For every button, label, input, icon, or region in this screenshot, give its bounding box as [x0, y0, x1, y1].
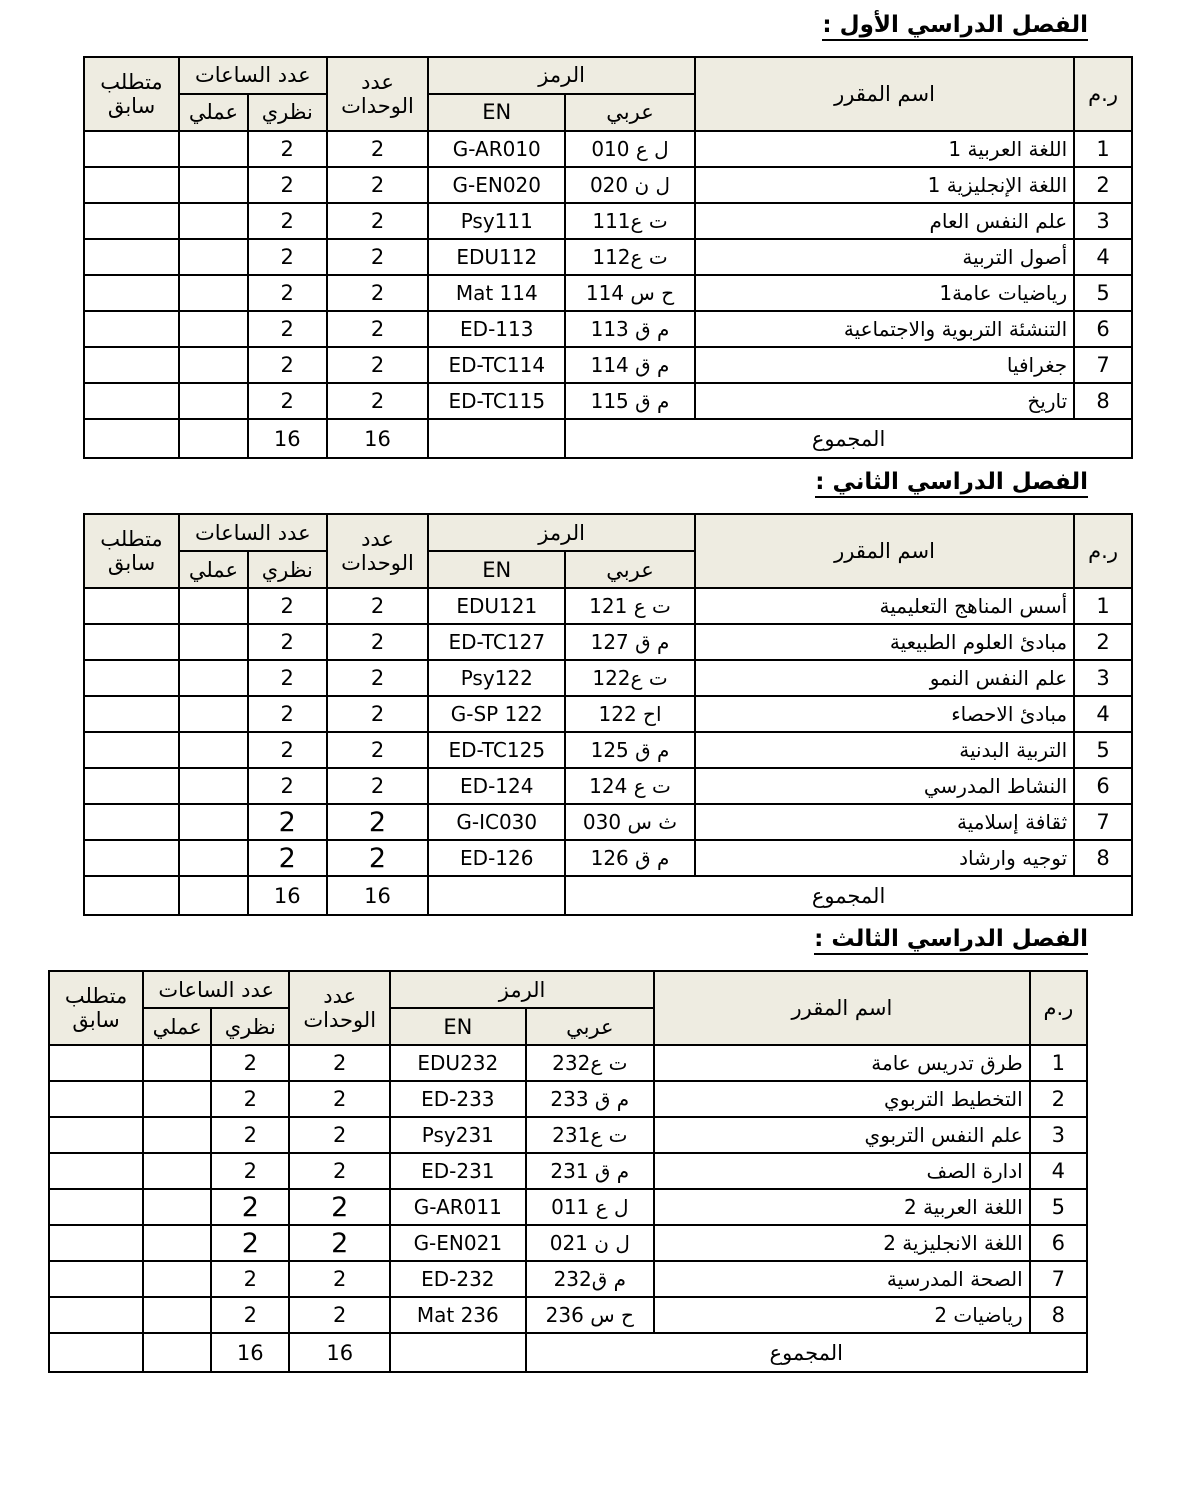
- course-number: 2: [1030, 1081, 1087, 1117]
- course-practical-hours: [179, 203, 248, 239]
- course-prereq: [49, 1189, 143, 1225]
- course-prereq: [84, 696, 179, 732]
- course-name: علم النفس التربوي: [654, 1117, 1030, 1153]
- total-label: المجموع: [565, 419, 1132, 458]
- col-header-units: عدد الوحدات: [289, 971, 390, 1045]
- col-header-units: عدد الوحدات: [327, 57, 429, 131]
- course-units: 2: [289, 1117, 390, 1153]
- course-theory-hours: 2: [248, 624, 327, 660]
- course-practical-hours: [179, 768, 248, 804]
- course-number: 3: [1074, 203, 1132, 239]
- total-theory-hours-value: 16: [248, 876, 327, 915]
- course-practical-hours: [143, 1117, 211, 1153]
- section-title-text: الفصل الدراسي الأول :: [822, 12, 1088, 41]
- course-code-en: ED-113: [428, 311, 565, 347]
- col-header-code-arabic: عربي: [565, 551, 695, 588]
- course-code-arabic: ل ع 011: [526, 1189, 655, 1225]
- course-row: [84, 660, 1132, 696]
- course-row: [84, 311, 1132, 347]
- course-theory-hours: 2: [248, 768, 327, 804]
- table-header: [84, 514, 1132, 588]
- course-number: 7: [1030, 1261, 1087, 1297]
- course-row: [84, 131, 1132, 167]
- course-theory-hours: 2: [211, 1225, 289, 1261]
- course-theory-hours: 2: [211, 1261, 289, 1297]
- table-header: [49, 971, 1087, 1045]
- course-theory-hours: 2: [248, 311, 327, 347]
- course-practical-hours: [179, 696, 248, 732]
- course-code-en: G-AR011: [390, 1189, 525, 1225]
- course-number: 6: [1074, 768, 1132, 804]
- course-name: التربية البدنية: [695, 732, 1074, 768]
- course-practical-hours: [179, 239, 248, 275]
- course-code-arabic: م ق 113: [565, 311, 695, 347]
- course-row: [84, 347, 1132, 383]
- course-row: [84, 275, 1132, 311]
- course-units: 2: [327, 624, 429, 660]
- course-prereq: [49, 1225, 143, 1261]
- course-code-en: ED-231: [390, 1153, 525, 1189]
- course-units: 2: [327, 660, 429, 696]
- course-practical-hours: [179, 311, 248, 347]
- course-theory-hours: 2: [248, 660, 327, 696]
- course-code-en: ED-TC115: [428, 383, 565, 419]
- total-label: المجموع: [526, 1333, 1087, 1372]
- course-row: [84, 732, 1132, 768]
- col-header-prereq: متطلب سابق: [84, 57, 179, 131]
- course-code-en: ED-232: [390, 1261, 525, 1297]
- course-practical-hours: [179, 624, 248, 660]
- course-code-en: G-IC030: [428, 804, 565, 840]
- course-name: اللغة الانجليزية 2: [654, 1225, 1030, 1261]
- course-prereq: [49, 1261, 143, 1297]
- course-code-en: EDU232: [390, 1045, 525, 1081]
- total-practical-cell: [179, 419, 248, 458]
- semester-section: [0, 467, 1178, 916]
- section-title-text: الفصل الدراسي الثاني :: [815, 469, 1088, 498]
- course-units: 2: [327, 203, 429, 239]
- course-row: [49, 1297, 1087, 1333]
- course-number: 3: [1030, 1117, 1087, 1153]
- course-theory-hours: 2: [248, 696, 327, 732]
- courses-tbody: [84, 131, 1132, 419]
- course-practical-hours: [143, 1081, 211, 1117]
- col-header-prereq: متطلب سابق: [49, 971, 143, 1045]
- course-code-arabic: ل ع 010: [565, 131, 695, 167]
- course-units: 2: [327, 588, 429, 624]
- col-header-code-en: EN: [428, 551, 565, 588]
- table-footer: [49, 1333, 1087, 1372]
- col-header-code-en: EN: [428, 94, 565, 131]
- course-code-en: ED-TC125: [428, 732, 565, 768]
- course-code-arabic: م ق 126: [565, 840, 695, 876]
- col-header-hours: عدد الساعات: [179, 514, 327, 551]
- course-units: 2: [327, 804, 429, 840]
- course-name: ادارة الصف: [654, 1153, 1030, 1189]
- course-code-arabic: م ق 125: [565, 732, 695, 768]
- total-code-en-cell: [428, 876, 565, 915]
- courses-tbody: [49, 1045, 1087, 1333]
- course-practical-hours: [179, 383, 248, 419]
- course-code-en: ED-233: [390, 1081, 525, 1117]
- course-name: التنشئة التربوية والاجتماعية: [695, 311, 1074, 347]
- total-practical-cell: [143, 1333, 211, 1372]
- course-units: 2: [327, 768, 429, 804]
- total-prereq-cell: [49, 1333, 143, 1372]
- course-number: 4: [1030, 1153, 1087, 1189]
- course-prereq: [49, 1117, 143, 1153]
- col-header-code-arabic: عربي: [526, 1008, 655, 1045]
- total-row: [84, 876, 1132, 915]
- course-theory-hours: 2: [248, 588, 327, 624]
- course-theory-hours: 2: [248, 203, 327, 239]
- course-number: 4: [1074, 696, 1132, 732]
- course-name: التخطيط التربوي: [654, 1081, 1030, 1117]
- course-code-en: Psy231: [390, 1117, 525, 1153]
- course-number: 7: [1074, 804, 1132, 840]
- col-header-theory-hours: نظري: [248, 551, 327, 588]
- col-header-num: ر.م: [1074, 514, 1132, 588]
- courses-table: [48, 970, 1088, 1373]
- course-row: [84, 203, 1132, 239]
- col-header-course-name: اسم المقرر: [695, 57, 1074, 131]
- course-code-arabic: ت ع122: [565, 660, 695, 696]
- table-footer: [84, 419, 1132, 458]
- course-theory-hours: 2: [248, 347, 327, 383]
- course-row: [84, 804, 1132, 840]
- course-code-arabic: م ق 127: [565, 624, 695, 660]
- course-name: اللغة العربية 1: [695, 131, 1074, 167]
- course-row: [84, 383, 1132, 419]
- total-prereq-cell: [84, 419, 179, 458]
- course-code-arabic: ل ن 021: [526, 1225, 655, 1261]
- col-header-course-name: اسم المقرر: [695, 514, 1074, 588]
- course-prereq: [49, 1045, 143, 1081]
- course-code-arabic: ح س 114: [565, 275, 695, 311]
- col-header-units: عدد الوحدات: [327, 514, 429, 588]
- course-code-en: Psy111: [428, 203, 565, 239]
- course-row: [49, 1081, 1087, 1117]
- course-name: طرق تدريس عامة: [654, 1045, 1030, 1081]
- course-code-arabic: ت ع232: [526, 1045, 655, 1081]
- course-name: جغرافيا: [695, 347, 1074, 383]
- course-name: علم النفس العام: [695, 203, 1074, 239]
- course-practical-hours: [179, 131, 248, 167]
- col-header-hours: عدد الساعات: [143, 971, 289, 1008]
- total-prereq-cell: [84, 876, 179, 915]
- course-name: اللغة الإنجليزية 1: [695, 167, 1074, 203]
- course-name: رياضيات عامة1: [695, 275, 1074, 311]
- course-name: مبادئ الاحصاء: [695, 696, 1074, 732]
- course-number: 8: [1074, 840, 1132, 876]
- semester-sections: [0, 10, 1178, 1373]
- course-units: 2: [289, 1081, 390, 1117]
- col-header-num: ر.م: [1074, 57, 1132, 131]
- course-units: 2: [327, 840, 429, 876]
- course-code-arabic: ح س 236: [526, 1297, 655, 1333]
- course-name: ثقافة إسلامية: [695, 804, 1074, 840]
- courses-tbody: [84, 588, 1132, 876]
- col-header-num: ر.م: [1030, 971, 1087, 1045]
- course-number: 5: [1030, 1189, 1087, 1225]
- total-units-value: 16: [327, 876, 429, 915]
- course-number: 8: [1030, 1297, 1087, 1333]
- course-name: النشاط المدرسي: [695, 768, 1074, 804]
- course-prereq: [84, 840, 179, 876]
- course-theory-hours: 2: [248, 732, 327, 768]
- courses-table: [83, 56, 1133, 459]
- course-code-en: Psy122: [428, 660, 565, 696]
- course-code-arabic: م ق 231: [526, 1153, 655, 1189]
- col-header-prereq: متطلب سابق: [84, 514, 179, 588]
- course-prereq: [84, 311, 179, 347]
- course-row: [84, 840, 1132, 876]
- section-title: [0, 10, 1088, 41]
- semester-section: [0, 924, 1178, 1373]
- section-title: [0, 924, 1088, 955]
- course-prereq: [84, 131, 179, 167]
- total-row: [49, 1333, 1087, 1372]
- course-units: 2: [327, 167, 429, 203]
- course-units: 2: [289, 1189, 390, 1225]
- course-prereq: [84, 203, 179, 239]
- course-code-arabic: ت ع112: [565, 239, 695, 275]
- course-prereq: [84, 167, 179, 203]
- col-header-practical-hours: عملي: [179, 94, 248, 131]
- course-row: [49, 1117, 1087, 1153]
- course-prereq: [84, 804, 179, 840]
- course-row: [49, 1045, 1087, 1081]
- col-header-code-en: EN: [390, 1008, 525, 1045]
- course-row: [49, 1189, 1087, 1225]
- total-label: المجموع: [565, 876, 1132, 915]
- course-practical-hours: [179, 660, 248, 696]
- course-theory-hours: 2: [248, 383, 327, 419]
- course-code-en: ED-TC127: [428, 624, 565, 660]
- course-number: 1: [1074, 588, 1132, 624]
- total-theory-hours-value: 16: [248, 419, 327, 458]
- course-number: 5: [1074, 732, 1132, 768]
- course-row: [84, 768, 1132, 804]
- course-code-en: G-SP 122: [428, 696, 565, 732]
- course-theory-hours: 2: [248, 167, 327, 203]
- course-code-en: G-EN021: [390, 1225, 525, 1261]
- col-header-practical-hours: عملي: [143, 1008, 211, 1045]
- course-code-arabic: ت ع 124: [565, 768, 695, 804]
- course-row: [84, 167, 1132, 203]
- col-header-theory-hours: نظري: [248, 94, 327, 131]
- course-units: 2: [327, 383, 429, 419]
- course-code-arabic: ت ع111: [565, 203, 695, 239]
- course-name: مبادئ العلوم الطبيعية: [695, 624, 1074, 660]
- course-code-en: EDU121: [428, 588, 565, 624]
- course-code-en: ED-124: [428, 768, 565, 804]
- course-prereq: [84, 768, 179, 804]
- course-practical-hours: [143, 1189, 211, 1225]
- course-number: 1: [1030, 1045, 1087, 1081]
- course-code-arabic: اح 122: [565, 696, 695, 732]
- course-code-arabic: م ق 233: [526, 1081, 655, 1117]
- course-units: 2: [289, 1045, 390, 1081]
- course-prereq: [84, 624, 179, 660]
- course-number: 1: [1074, 131, 1132, 167]
- course-code-en: G-AR010: [428, 131, 565, 167]
- table-footer: [84, 876, 1132, 915]
- course-code-en: Mat 114: [428, 275, 565, 311]
- total-units-value: 16: [289, 1333, 390, 1372]
- courses-table: [83, 513, 1133, 916]
- total-row: [84, 419, 1132, 458]
- course-number: 2: [1074, 624, 1132, 660]
- course-number: 6: [1074, 311, 1132, 347]
- course-units: 2: [289, 1261, 390, 1297]
- course-practical-hours: [143, 1261, 211, 1297]
- course-code-arabic: م ق 114: [565, 347, 695, 383]
- course-code-arabic: م ق 115: [565, 383, 695, 419]
- course-units: 2: [289, 1297, 390, 1333]
- course-practical-hours: [179, 347, 248, 383]
- course-name: الصحة المدرسية: [654, 1261, 1030, 1297]
- col-header-code: الرمز: [390, 971, 654, 1008]
- course-row: [49, 1225, 1087, 1261]
- col-header-course-name: اسم المقرر: [654, 971, 1030, 1045]
- course-name: تاريخ: [695, 383, 1074, 419]
- total-theory-hours-value: 16: [211, 1333, 289, 1372]
- course-practical-hours: [179, 167, 248, 203]
- course-code-arabic: ت ع231: [526, 1117, 655, 1153]
- course-practical-hours: [179, 840, 248, 876]
- course-practical-hours: [143, 1153, 211, 1189]
- course-code-arabic: ت ع 121: [565, 588, 695, 624]
- course-row: [84, 696, 1132, 732]
- course-units: 2: [327, 275, 429, 311]
- course-theory-hours: 2: [211, 1189, 289, 1225]
- course-practical-hours: [143, 1225, 211, 1261]
- course-code-en: G-EN020: [428, 167, 565, 203]
- course-prereq: [84, 732, 179, 768]
- total-code-en-cell: [428, 419, 565, 458]
- course-prereq: [49, 1081, 143, 1117]
- course-name: أصول التربية: [695, 239, 1074, 275]
- course-number: 8: [1074, 383, 1132, 419]
- course-units: 2: [327, 311, 429, 347]
- course-number: 4: [1074, 239, 1132, 275]
- col-header-theory-hours: نظري: [211, 1008, 289, 1045]
- course-units: 2: [289, 1153, 390, 1189]
- course-theory-hours: 2: [248, 131, 327, 167]
- course-name: أسس المناهج التعليمية: [695, 588, 1074, 624]
- course-prereq: [84, 383, 179, 419]
- course-theory-hours: 2: [211, 1297, 289, 1333]
- course-row: [84, 239, 1132, 275]
- course-row: [84, 588, 1132, 624]
- semester-section: [0, 10, 1178, 459]
- total-units-value: 16: [327, 419, 429, 458]
- course-prereq: [84, 660, 179, 696]
- course-name: علم النفس النمو: [695, 660, 1074, 696]
- course-number: 6: [1030, 1225, 1087, 1261]
- total-code-en-cell: [390, 1333, 525, 1372]
- course-practical-hours: [179, 275, 248, 311]
- course-row: [49, 1261, 1087, 1297]
- col-header-hours: عدد الساعات: [179, 57, 327, 94]
- course-number: 5: [1074, 275, 1132, 311]
- course-code-arabic: ل ن 020: [565, 167, 695, 203]
- course-row: [84, 624, 1132, 660]
- course-theory-hours: 2: [248, 804, 327, 840]
- course-practical-hours: [179, 588, 248, 624]
- course-number: 2: [1074, 167, 1132, 203]
- course-prereq: [49, 1297, 143, 1333]
- course-units: 2: [327, 131, 429, 167]
- course-prereq: [84, 588, 179, 624]
- course-name: رياضيات 2: [654, 1297, 1030, 1333]
- course-theory-hours: 2: [248, 239, 327, 275]
- course-theory-hours: 2: [211, 1117, 289, 1153]
- course-practical-hours: [143, 1045, 211, 1081]
- course-practical-hours: [179, 804, 248, 840]
- course-units: 2: [327, 239, 429, 275]
- course-practical-hours: [143, 1297, 211, 1333]
- table-header: [84, 57, 1132, 131]
- col-header-code-arabic: عربي: [565, 94, 695, 131]
- course-practical-hours: [179, 732, 248, 768]
- course-theory-hours: 2: [248, 275, 327, 311]
- course-name: اللغة العربية 2: [654, 1189, 1030, 1225]
- course-prereq: [84, 275, 179, 311]
- course-theory-hours: 2: [211, 1081, 289, 1117]
- course-row: [49, 1153, 1087, 1189]
- section-title-text: الفصل الدراسي الثالث :: [814, 926, 1088, 955]
- course-theory-hours: 2: [211, 1153, 289, 1189]
- course-units: 2: [327, 696, 429, 732]
- course-units: 2: [327, 347, 429, 383]
- col-header-code: الرمز: [428, 57, 694, 94]
- course-prereq: [84, 239, 179, 275]
- course-prereq: [49, 1153, 143, 1189]
- course-theory-hours: 2: [211, 1045, 289, 1081]
- course-prereq: [84, 347, 179, 383]
- col-header-code: الرمز: [428, 514, 694, 551]
- course-code-en: EDU112: [428, 239, 565, 275]
- course-code-en: ED-126: [428, 840, 565, 876]
- course-code-en: ED-TC114: [428, 347, 565, 383]
- course-name: توجيه وارشاد: [695, 840, 1074, 876]
- course-units: 2: [327, 732, 429, 768]
- course-code-arabic: م ق232: [526, 1261, 655, 1297]
- course-code-arabic: ث س 030: [565, 804, 695, 840]
- course-units: 2: [289, 1225, 390, 1261]
- course-code-en: Mat 236: [390, 1297, 525, 1333]
- course-number: 3: [1074, 660, 1132, 696]
- total-practical-cell: [179, 876, 248, 915]
- course-theory-hours: 2: [248, 840, 327, 876]
- section-title: [0, 467, 1088, 498]
- course-number: 7: [1074, 347, 1132, 383]
- col-header-practical-hours: عملي: [179, 551, 248, 588]
